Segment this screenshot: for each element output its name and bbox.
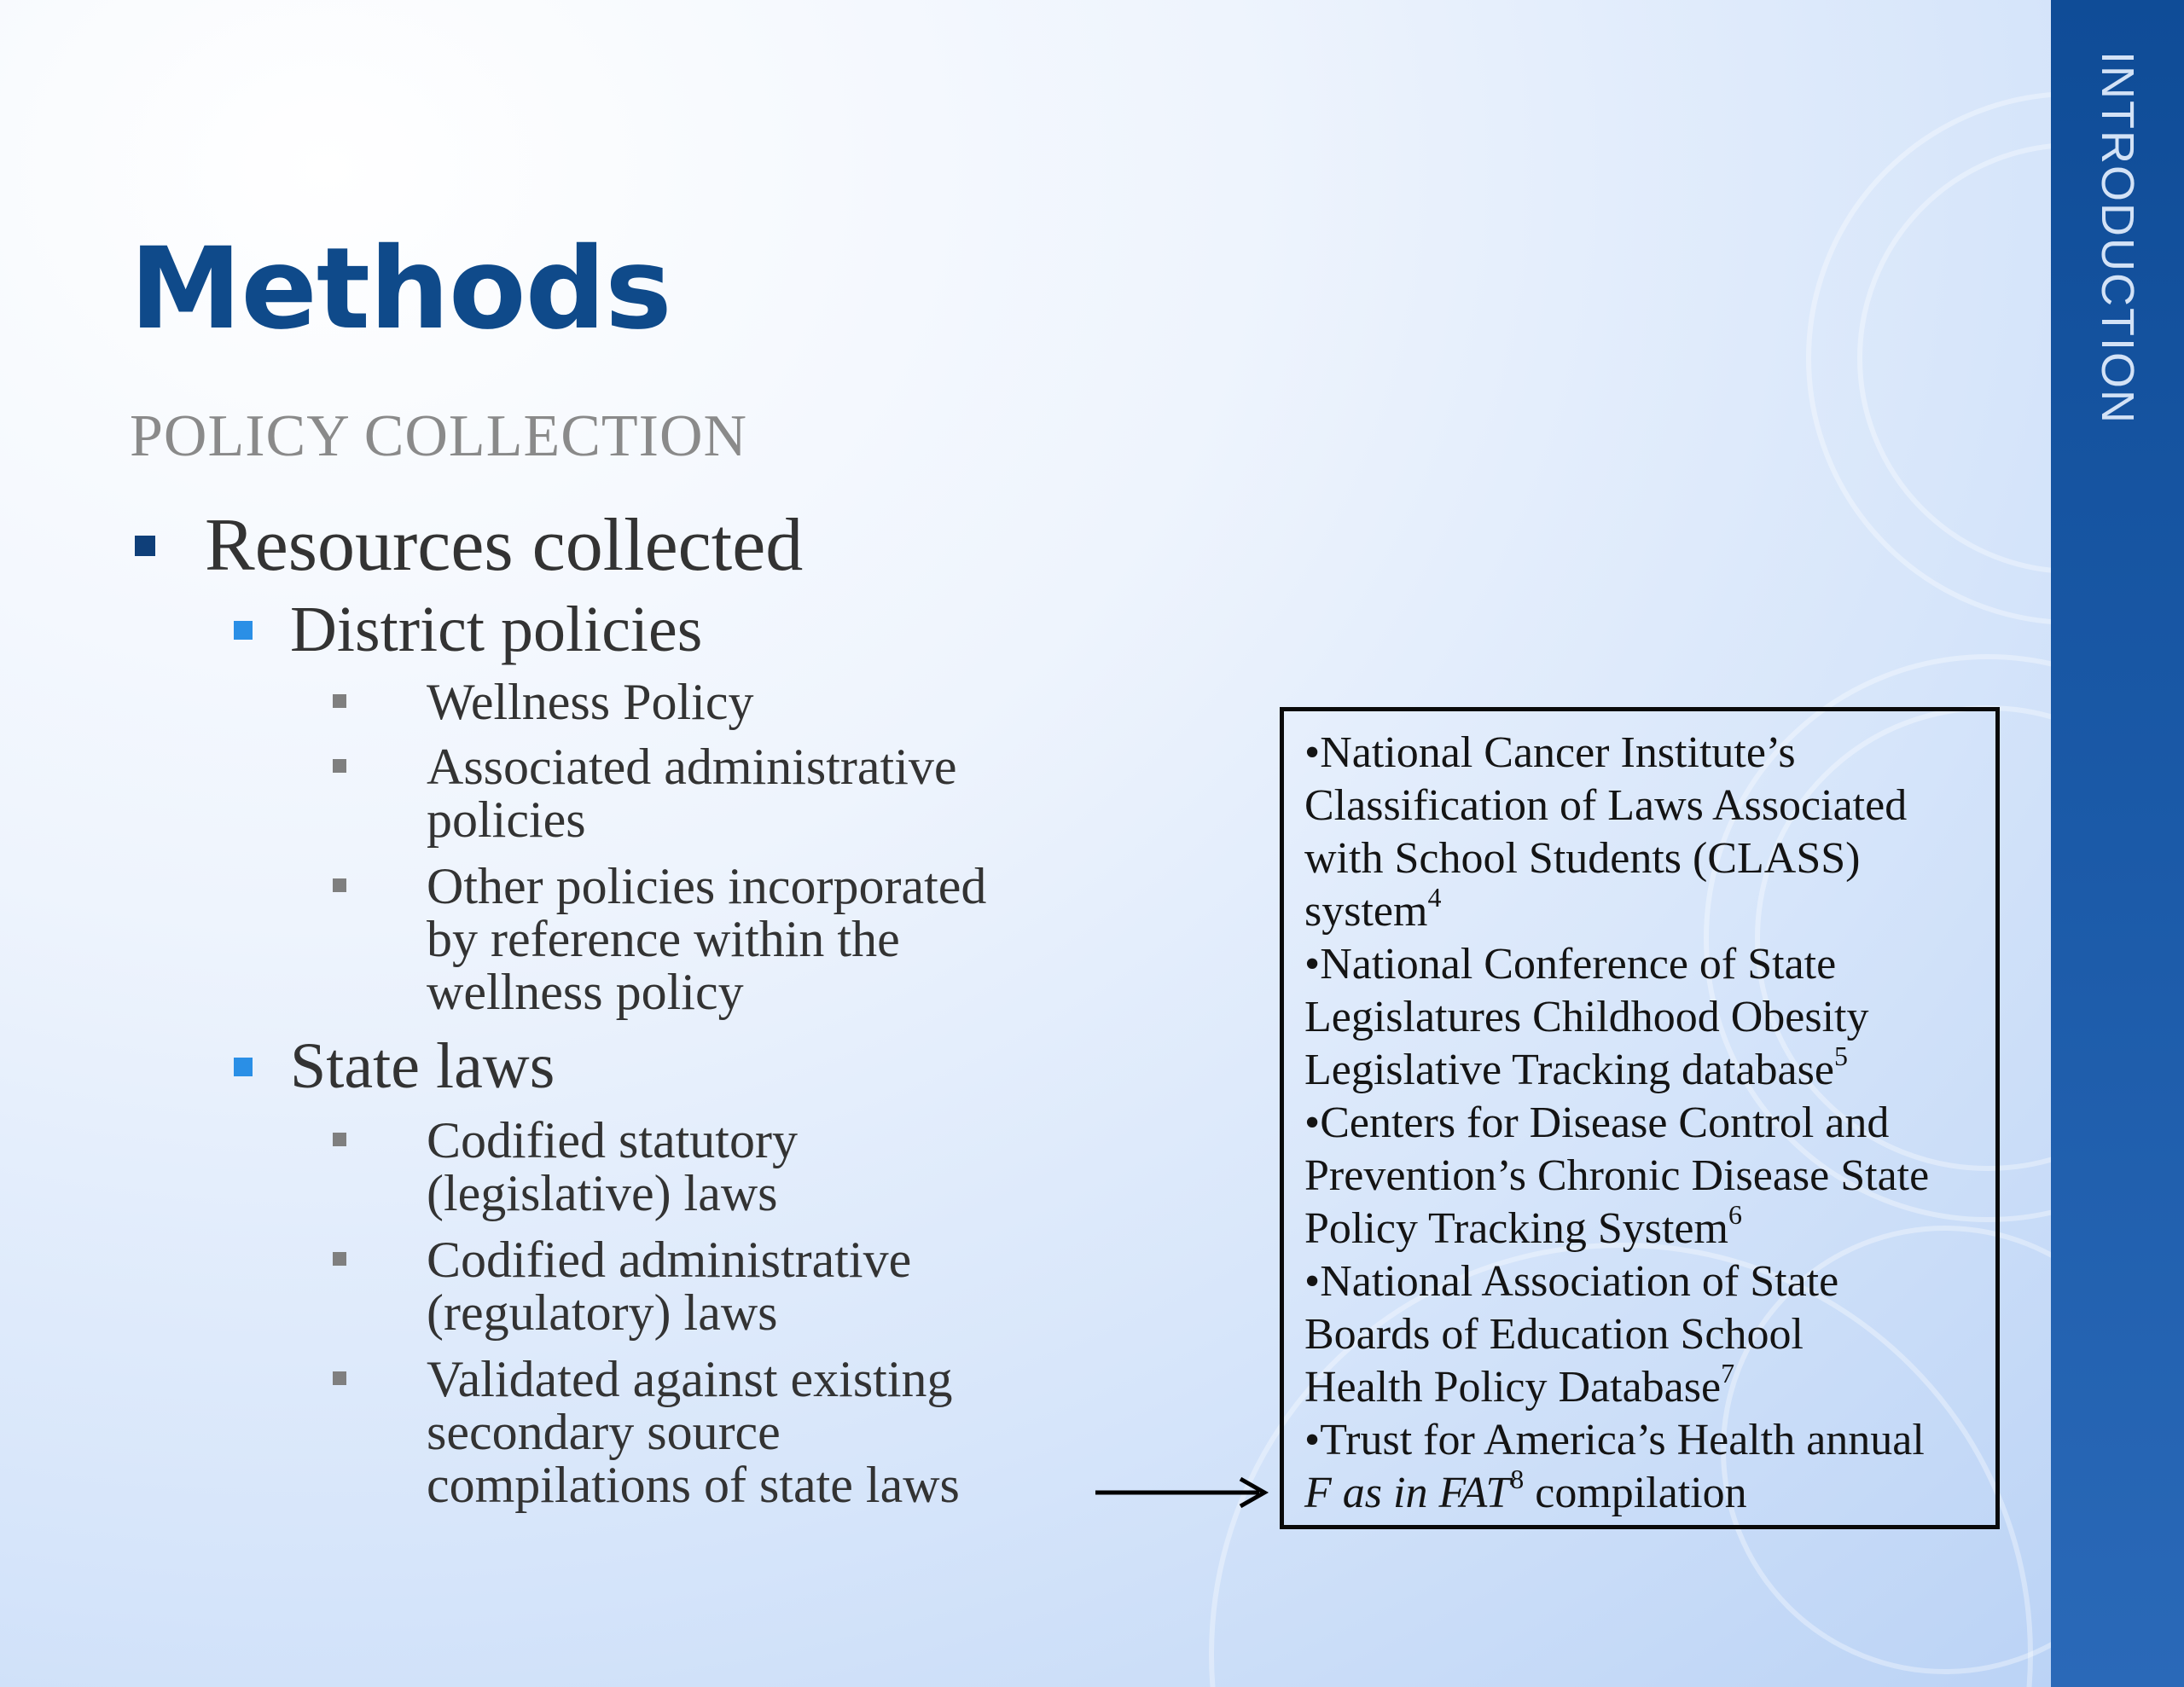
outline-level2-state: State laws xyxy=(290,1030,555,1102)
source-entry: •Centers for Disease Control and Prevention’s Chronic Disease State Policy Tracking System$^6$ xyxy=(1304,1099,1930,1253)
list-item: Wellness Policy xyxy=(427,674,754,730)
sources-box xyxy=(1280,707,2000,1529)
outline-level2-district: District policies xyxy=(290,594,703,665)
section-label: INTRODUCTION xyxy=(2092,51,2143,425)
source-entry: •National Cancer Institute’s Classification of Laws Associated with School Students (CLASS) system$^4$ xyxy=(1304,728,1908,936)
arrow-right-icon xyxy=(1092,1475,1280,1510)
slide-title: Methods xyxy=(130,223,671,355)
bullet-square-icon xyxy=(234,1058,253,1076)
bullet-square-icon xyxy=(333,878,346,892)
bullet-square-icon xyxy=(333,1371,346,1385)
bullet-square-icon xyxy=(234,621,253,640)
source-entry: •Trust for America’s Health annual F as in FAT$^8$ compilation xyxy=(1304,1416,1925,1517)
list-item: Other policies incorporated by reference within the wellness policy xyxy=(427,858,987,1020)
list-item: Codified statutory (legislative) laws xyxy=(427,1112,798,1221)
bullet-square-icon xyxy=(333,759,346,773)
bullet-square-icon xyxy=(333,1252,346,1266)
bullet-square-icon xyxy=(333,1133,346,1146)
outline-level1-item: Resources collected xyxy=(205,504,804,587)
slide-subtitle: POLICY COLLECTION xyxy=(130,403,748,469)
bullet-square-icon xyxy=(135,536,155,556)
source-entry: •National Association of State Boards of Education School Health Policy Database$^7$ xyxy=(1304,1257,1839,1412)
bullet-square-icon xyxy=(333,694,346,708)
list-item: Codified administrative (regulatory) laws xyxy=(427,1232,912,1341)
list-item: Associated administrative policies xyxy=(427,739,957,848)
list-item: Validated against existing secondary source compilations of state laws xyxy=(427,1351,960,1513)
source-entry: •National Conference of State Legislatures Childhood Obesity Legislative Tracking database$^5$ xyxy=(1304,940,1869,1094)
